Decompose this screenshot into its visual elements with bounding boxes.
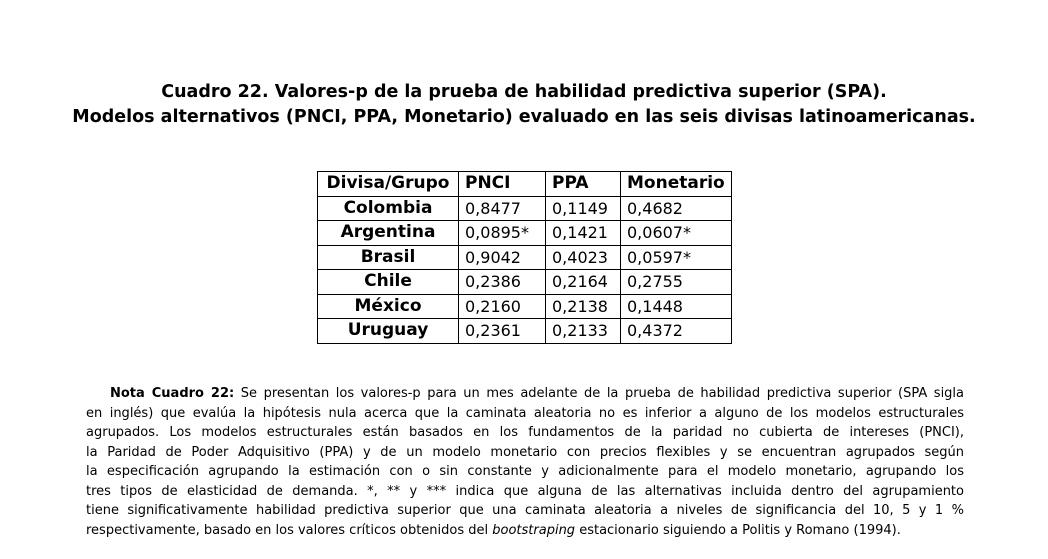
note-line: tiene significativamente habilidad predictiva superior que una caminata aleatoria a niveles de significancia del 10, 5 y 1 % [86, 503, 964, 518]
cell-ppa: 0,1421 [546, 221, 621, 246]
cell-monetario: 0,0597* [621, 245, 732, 270]
note-text: estacionario siguiendo a Politis y Romano (1994). [579, 522, 901, 538]
note-line [86, 384, 964, 404]
header-monetario: Monetario [621, 172, 732, 197]
row-divisa: Brasil [318, 245, 459, 270]
note-text: Se presentan los valores-p para un mes adelante de la prueba de habilidad predictiva superior (SPA sigla [240, 386, 965, 401]
cell-pnci: 0,2386 [459, 270, 546, 295]
cell-monetario: 0,2755 [621, 270, 732, 295]
note-line: la especificación agrupando la estimación con o sin constante y adicionalmente para el modelo monetario, agrupando los [86, 464, 964, 479]
note-label: Nota Cuadro 22: [110, 386, 235, 401]
cell-ppa: 0,2138 [546, 294, 621, 319]
cell-pnci: 0,9042 [459, 245, 546, 270]
note-line: agrupados. Los modelos estructurales están basados en los fundamentos de la paridad no cubierta de intereses (PNCI), [86, 425, 964, 440]
table-row [318, 270, 732, 295]
note-text: respectivamente, basado en los valores críticos obtenidos del [86, 522, 489, 538]
cell-ppa: 0,2164 [546, 270, 621, 295]
caption-line-2: Modelos alternativos (PNCI, PPA, Monetario) evaluado en las seis divisas latinoamericanas. [72, 107, 976, 127]
table-caption [0, 80, 1048, 130]
cell-monetario: 0,4372 [621, 319, 732, 344]
cell-pnci: 0,2160 [459, 294, 546, 319]
note-line: la Paridad de Poder Adquisitivo (PPA) y de un modelo monetario con precios flexibles y se encuentran agrupados según [86, 444, 964, 460]
table-row [318, 294, 732, 319]
cell-ppa: 0,2133 [546, 319, 621, 344]
row-divisa: Chile [318, 270, 459, 295]
row-divisa: México [318, 294, 459, 319]
table-row [318, 196, 732, 221]
cell-monetario: 0,1448 [621, 294, 732, 319]
row-divisa: Argentina [318, 221, 459, 246]
spa-results-table [317, 171, 732, 344]
note-line [86, 521, 964, 541]
cell-ppa: 0,1149 [546, 196, 621, 221]
cell-ppa: 0,4023 [546, 245, 621, 270]
note-line: tres tipos de elasticidad de demanda. *, ** y *** indica que alguna de las alternativas incluida dentro del agrupamiento [86, 483, 964, 499]
cell-pnci: 0,8477 [459, 196, 546, 221]
note-emphasis: bootstraping [492, 522, 576, 538]
cell-monetario: 0,4682 [621, 196, 732, 221]
table-row [318, 319, 732, 344]
table-row [318, 245, 732, 270]
caption-line-1: Cuadro 22. Valores-p de la prueba de habilidad predictiva superior (SPA). [161, 82, 887, 102]
header-pnci: PNCI [459, 172, 546, 197]
table-header-row [318, 172, 732, 197]
header-divisa-grupo: Divisa/Grupo [318, 172, 459, 197]
cell-monetario: 0,0607* [621, 221, 732, 246]
row-divisa: Colombia [318, 196, 459, 221]
cell-pnci: 0,0895* [459, 221, 546, 246]
row-divisa: Uruguay [318, 319, 459, 344]
note-line: en inglés) que evalúa la hipótesis nula acerca que la caminata aleatoria no es inferior a alguno de los modelos estructurales [86, 405, 964, 421]
table-note [86, 384, 964, 540]
cell-pnci: 0,2361 [459, 319, 546, 344]
header-ppa: PPA [546, 172, 621, 197]
table-row [318, 221, 732, 246]
